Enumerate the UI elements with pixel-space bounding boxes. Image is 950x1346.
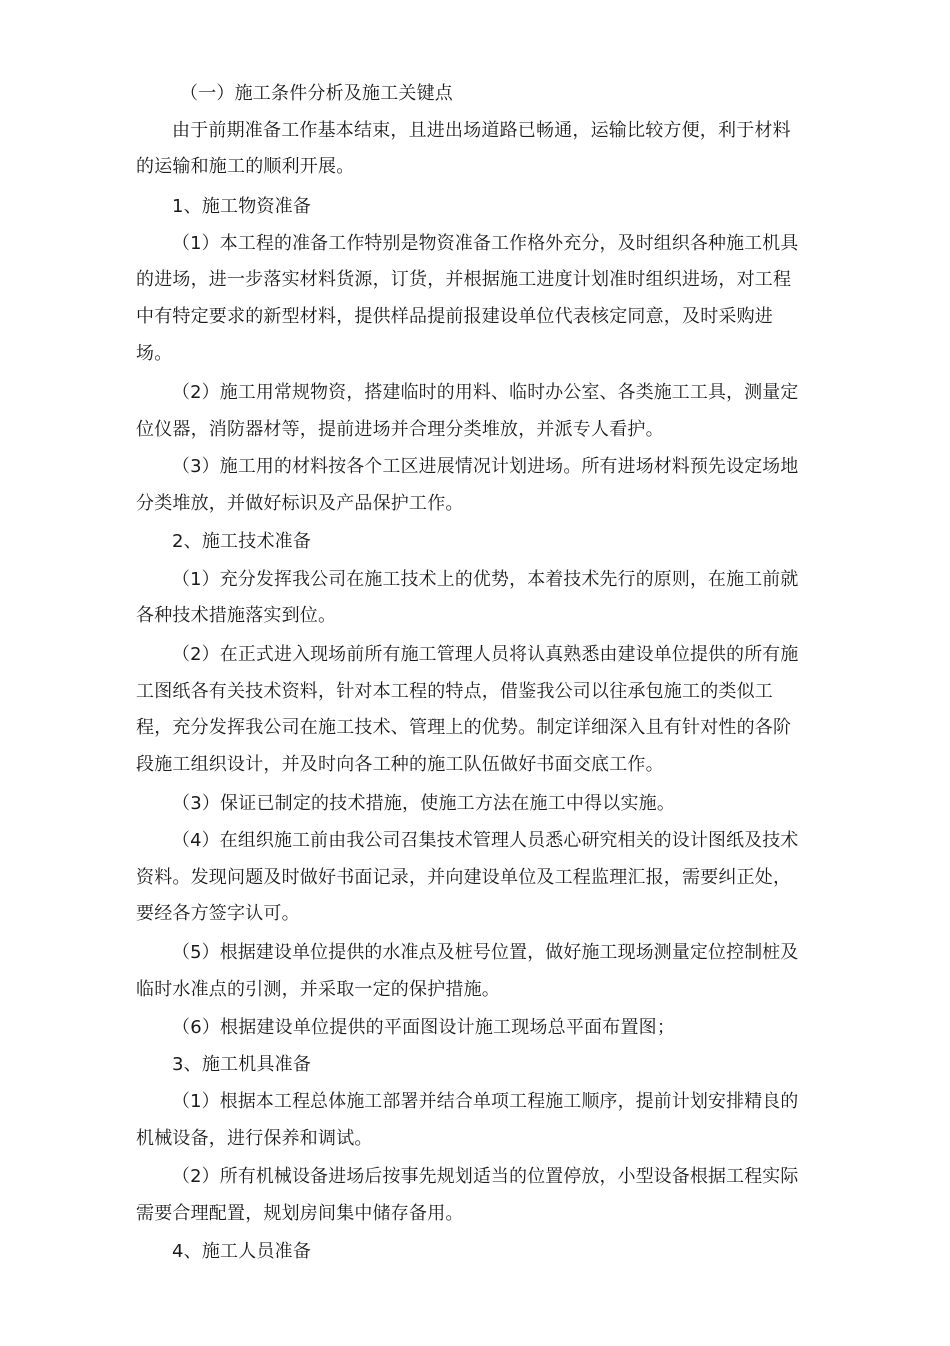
paragraph-line: （5）根据建设单位提供的水准点及桩号位置，做好施工现场测量定位控制桩及 — [172, 942, 799, 963]
paragraph-line: 要经各方签字认可。 — [136, 903, 300, 924]
paragraph-line: 的进场，进一步落实材料货源，订货，并根据施工进度计划准时组织进场，对工程 — [136, 269, 792, 290]
paragraph-line: 段施工组织设计，并及时向各工种的施工队伍做好书面交底工作。 — [136, 754, 664, 775]
paragraph-line: （4）在组织施工前由我公司召集技术管理人员悉心研究相关的设计图纸及技术 — [172, 830, 799, 851]
paragraph-line: 资料。发现问题及时做好书面记录，并向建设单位及工程监理汇报，需要纠正处， — [136, 867, 792, 888]
paragraph-line: 位仪器，消防器材等，提前进场并合理分类堆放，并派专人看护。 — [136, 419, 664, 440]
paragraph-line: （2）施工用常规物资，搭建临时的用料、临时办公室、各类施工工具，测量定 — [172, 382, 799, 403]
paragraph-line: 需要合理配置，规划房间集中储存备用。 — [136, 1203, 464, 1224]
subsection-heading: 2、施工技术准备 — [172, 531, 312, 552]
paragraph-line: 中有特定要求的新型材料，提供样品提前报建设单位代表核定同意，及时采购进 — [136, 306, 773, 327]
paragraph-line: （3）施工用的材料按各个工区进展情况计划进场。所有进场材料预先设定场地 — [172, 456, 799, 477]
paragraph-line: （2）在正式进入现场前所有施工管理人员将认真熟悉由建设单位提供的所有施 — [172, 644, 799, 665]
paragraph-line: （1）本工程的准备工作特别是物资准备工作格外充分，及时组织各种施工机具 — [172, 233, 799, 254]
paragraph-line: 临时水准点的引测，并采取一定的保护措施。 — [136, 979, 500, 1000]
paragraph-line: 分类堆放，并做好标识及产品保护工作。 — [136, 493, 464, 514]
paragraph-line: 程，充分发挥我公司在施工技术、管理上的优势。制定详细深入且有针对性的各阶 — [136, 717, 792, 738]
paragraph-line: 工图纸各有关技术资料，针对本工程的特点，借鉴我公司以往承包施工的类似工 — [136, 681, 773, 702]
subsection-heading: 4、施工人员准备 — [172, 1241, 312, 1262]
paragraph-line: （3）保证已制定的技术措施，使施工方法在施工中得以实施。 — [172, 793, 676, 814]
paragraph-line: 各种技术措施落实到位。 — [136, 605, 337, 626]
paragraph-line: 机械设备，进行保养和调试。 — [136, 1128, 373, 1149]
subsection-heading: 1、施工物资准备 — [172, 196, 312, 217]
paragraph-line: 由于前期准备工作基本结束，且进出场道路已畅通，运输比较方便，利于材料 — [172, 120, 791, 141]
paragraph-line: （1）根据本工程总体施工部署并结合单项工程施工顺序，提前计划安排精良的 — [172, 1091, 799, 1112]
paragraph-line: （6）根据建设单位提供的平面图设计施工现场总平面布置图； — [172, 1017, 676, 1038]
paragraph-line: （1）充分发挥我公司在施工技术上的优势，本着技术先行的原则，在施工前就 — [172, 569, 799, 590]
paragraph-line: （2）所有机械设备进场后按事先规划适当的位置停放，小型设备根据工程实际 — [172, 1166, 799, 1187]
subsection-heading: 3、施工机具准备 — [172, 1054, 312, 1075]
paragraph-line: 的运输和施工的顺利开展。 — [136, 156, 355, 177]
section-heading: （一）施工条件分析及施工关键点 — [180, 83, 453, 104]
paragraph-line: 场。 — [136, 343, 173, 364]
